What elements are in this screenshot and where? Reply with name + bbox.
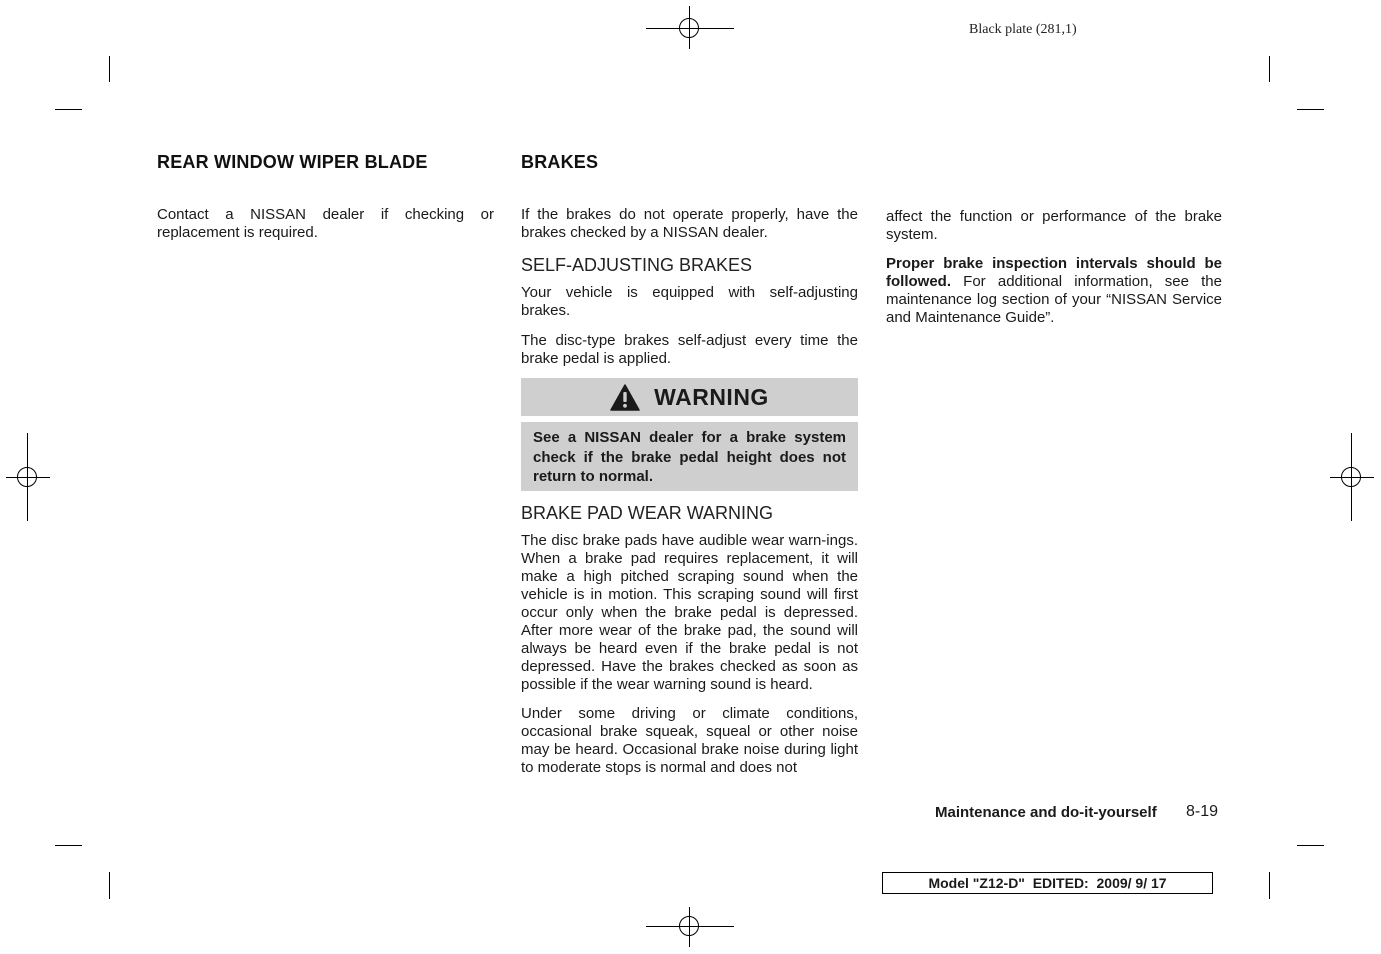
warning-title: WARNING — [654, 383, 769, 410]
warning-header — [521, 378, 858, 416]
middle-column-bottom — [521, 502, 858, 777]
warning-triangle-icon — [610, 384, 640, 411]
middle-column-top — [521, 206, 858, 368]
continuation-text: affect the function or performance of the brake system. — [886, 208, 1222, 243]
brake-pad-wear-heading: BRAKE PAD WEAR WARNING — [521, 503, 774, 523]
brake-pad-wear-text-2: Under some driving or climate conditions, occasional brake squeak, squeal or other noise may be heard. Occasional brake noise during light to moderate stops is normal and does not — [521, 705, 858, 776]
inspection-rest: For additional information, see the maintenance log section of your “NISSAN Service and Maintenance Guide”. — [886, 273, 1222, 326]
self-adjusting-text-1: Your vehicle is equipped with self-adjusting brakes. — [521, 284, 858, 319]
page-number: 8-19 — [1186, 803, 1219, 820]
inspection-paragraph — [886, 255, 1222, 327]
rear-wiper-text: Contact a NISSAN dealer if checking or replacement is required. — [157, 206, 494, 241]
footer-section-title: Maintenance and do-it-yourself — [935, 804, 1157, 821]
left-column — [157, 206, 494, 242]
model-edit-box: Model "Z12-D" EDITED: 2009/ 9/ 17 — [882, 872, 1213, 894]
rear-wiper-heading: REAR WINDOW WIPER BLADE — [157, 152, 428, 172]
plate-label: Black plate (281,1) — [969, 22, 1077, 37]
brakes-intro: If the brakes do not operate properly, have the brakes checked by a NISSAN dealer. — [521, 206, 858, 241]
self-adjusting-heading: SELF-ADJUSTING BRAKES — [521, 255, 753, 275]
brakes-heading: BRAKES — [521, 152, 599, 172]
inspection-bold-lead: Proper brake inspection intervals should be followed. — [886, 255, 1222, 290]
right-column — [886, 208, 1222, 327]
warning-text: See a NISSAN dealer for a brake system check if the brake pedal height does not return to normal. — [521, 422, 858, 491]
brake-pad-wear-text-1: The disc brake pads have audible wear warn-ings. When a brake pad requires replacement, it will make a high pitched scraping sound when the vehicle is in motion. This scraping sound will first occur only when the brake pedal is depressed. After more wear of the brake pad, the sound will always be heard even if the brake pedal is not depressed. Have the brakes checked as soon as possible if the wear warning sound is heard. — [521, 532, 858, 693]
self-adjusting-text-2: The disc-type brakes self-adjust every time the brake pedal is applied. — [521, 332, 858, 367]
